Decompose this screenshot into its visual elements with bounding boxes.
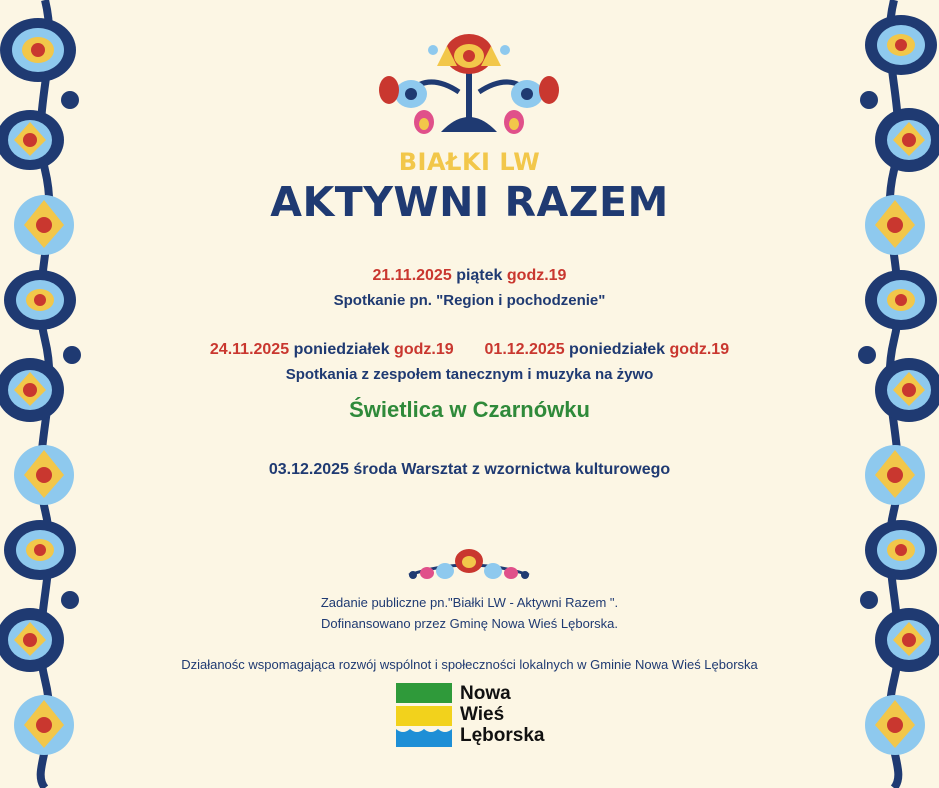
folk-flower-motif-icon (100, 32, 839, 140)
event-1-date: 21.11.2025 (372, 267, 452, 284)
footer-activity-line: Działanośc wspomagająca rozwój wspólnot i społeczności lokalnych w Gminie Nowa Wieś Lęborska (181, 657, 758, 672)
event-2b-day: poniedziałek (569, 341, 666, 358)
municipality-logo-text (460, 683, 544, 746)
municipality-flag-icon (396, 683, 452, 747)
folk-border-left (0, 0, 90, 788)
event-1-description: Spotkanie pn. "Region i pochodzenie" (333, 292, 606, 309)
footer-task-line: Zadanie publiczne pn."Białki LW - Aktywni Razem ". (320, 595, 619, 610)
page-title: AKTYWNI RAZEM (270, 178, 669, 226)
event-2b-date: 01.12.2025 (484, 341, 565, 358)
small-folk-motif-icon (100, 545, 839, 587)
folk-border-right (849, 0, 939, 788)
footer-funding-line: Dofinansowano przez Gminę Nowa Wieś Lęborska. (321, 616, 618, 631)
event-2a-date: 24.11.2025 (209, 341, 290, 358)
event-3: 03.12.2025 środa Warsztat z wzornictwa kulturowego (268, 461, 671, 478)
venue: Świetlica w Czarnówku (349, 397, 590, 422)
subtitle: BIAŁKI LW (398, 148, 541, 176)
event-2-schedule (100, 341, 839, 359)
event-1-day: piątek (456, 267, 503, 284)
event-2b-time: godz.19 (669, 341, 730, 358)
event-2-description: Spotkania z zespołem tanecznym i muzyka na żywo (285, 366, 654, 383)
logo-word-3: Lęborska (460, 725, 545, 746)
event-1-schedule (100, 267, 839, 285)
event-1-time: godz.19 (506, 267, 567, 284)
event-2a-day: poniedziałek (293, 341, 390, 358)
content-area (100, 0, 839, 788)
logo-word-1: Nowa (460, 683, 511, 704)
event-2a-time: godz.19 (394, 341, 454, 358)
municipality-logo (396, 683, 586, 751)
folk-flower-pattern-left (0, 0, 81, 788)
folk-flower-pattern-right (858, 0, 939, 788)
logo-word-2: Wieś (460, 704, 505, 725)
